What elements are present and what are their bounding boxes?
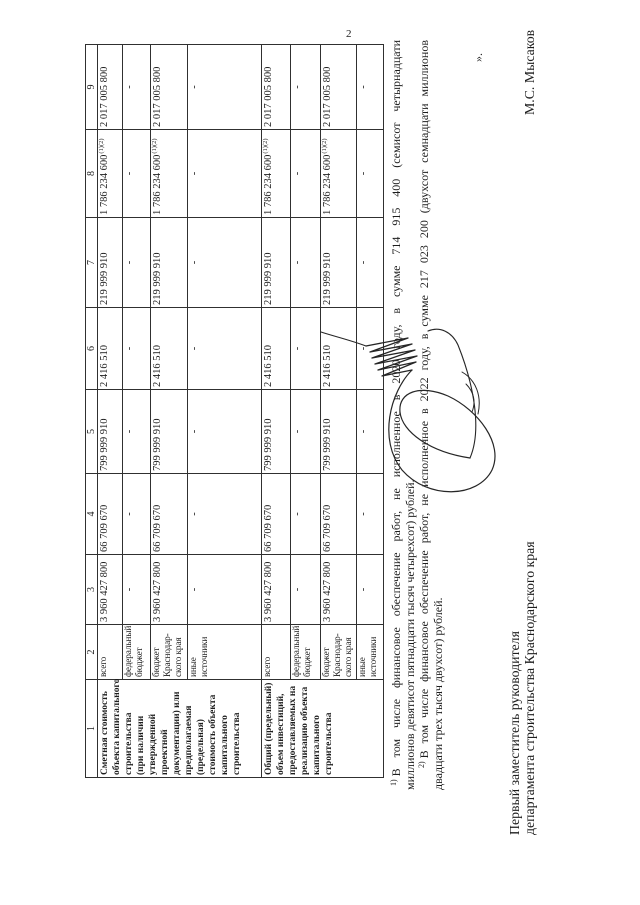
column-number-5: 5 bbox=[86, 390, 98, 474]
column-number-7: 7 bbox=[86, 218, 98, 308]
column-number-1: 1 bbox=[86, 680, 98, 778]
empty-value-dash: - bbox=[291, 390, 321, 474]
footnote-1-marker: 1) bbox=[389, 779, 398, 786]
column-number-9: 9 bbox=[86, 45, 98, 130]
amount-cell: 2 416 510 bbox=[151, 308, 188, 390]
amount-cell bbox=[98, 130, 123, 218]
empty-value-dash: - bbox=[291, 555, 321, 625]
empty-value-dash: - bbox=[357, 474, 384, 555]
footnote-2-line bbox=[417, 40, 431, 790]
amount-value: 1 786 234 600 bbox=[322, 154, 333, 215]
empty-value-dash: - bbox=[357, 390, 384, 474]
amount-cell: 219 999 910 bbox=[262, 218, 291, 308]
empty-value-dash: - bbox=[291, 308, 321, 390]
funding-source-label: иные источники bbox=[188, 625, 262, 680]
amount-cell: 2 017 005 800 bbox=[262, 45, 291, 130]
signatory-name: М.С. Мысаков bbox=[522, 29, 537, 115]
closing-quote: ». bbox=[471, 53, 485, 62]
table-row bbox=[123, 45, 151, 778]
amount-cell: 2 416 510 bbox=[98, 308, 123, 390]
funding-source-label: бюджет Краснодар- ского края bbox=[151, 625, 188, 680]
footnote-reference: (1)(2) bbox=[98, 138, 105, 154]
page-number: 2 bbox=[346, 28, 352, 40]
empty-value-dash: - bbox=[291, 474, 321, 555]
column-number-row bbox=[86, 45, 98, 778]
empty-value-dash: - bbox=[123, 45, 151, 130]
amount-cell: 3 960 427 800 bbox=[262, 555, 291, 625]
amount-cell: 799 999 910 bbox=[151, 390, 188, 474]
empty-value-dash: - bbox=[123, 218, 151, 308]
table-row bbox=[291, 45, 321, 778]
amount-cell: 3 960 427 800 bbox=[98, 555, 123, 625]
amount-cell: 3 960 427 800 bbox=[151, 555, 188, 625]
funding-source-label: федеральный бюджет bbox=[291, 625, 321, 680]
table-row bbox=[262, 45, 291, 778]
funding-source-label: всего bbox=[262, 625, 291, 680]
empty-value-dash: - bbox=[188, 45, 262, 130]
amount-value: 1 786 234 600 bbox=[263, 154, 274, 215]
amount-cell: 219 999 910 bbox=[151, 218, 188, 308]
column-number-4: 4 bbox=[86, 474, 98, 555]
signatory-title-line-1: Первый заместитель руководителя bbox=[507, 631, 522, 835]
funding-source-label: бюджет Краснодар- ского края bbox=[321, 625, 357, 680]
amount-cell: 2 416 510 bbox=[321, 308, 357, 390]
amount-cell: 219 999 910 bbox=[321, 218, 357, 308]
empty-value-dash: - bbox=[188, 390, 262, 474]
funding-source-label: федеральный бюджет bbox=[123, 625, 151, 680]
empty-value-dash: - bbox=[291, 130, 321, 218]
empty-value-dash: - bbox=[188, 555, 262, 625]
funding-source-label: всего bbox=[98, 625, 123, 680]
table-row bbox=[98, 45, 123, 778]
amount-cell bbox=[321, 130, 357, 218]
empty-value-dash: - bbox=[291, 45, 321, 130]
footnote-2-continuation bbox=[431, 40, 445, 790]
amount-cell: 799 999 910 bbox=[321, 390, 357, 474]
row-group-label: Общий (предельный) объем инвестиций, предоставляемых на реализацию объекта капитального строительства bbox=[262, 680, 384, 778]
empty-value-dash: - bbox=[188, 474, 262, 555]
empty-value-dash: - bbox=[123, 555, 151, 625]
empty-value-dash: - bbox=[357, 555, 384, 625]
empty-value-dash: - bbox=[123, 308, 151, 390]
table-row bbox=[151, 45, 188, 778]
amount-cell bbox=[151, 130, 188, 218]
empty-value-dash: - bbox=[123, 474, 151, 555]
empty-value-dash: - bbox=[188, 130, 262, 218]
amount-cell: 66 709 670 bbox=[98, 474, 123, 555]
footnote-2-marker: 2) bbox=[417, 761, 426, 768]
empty-value-dash: - bbox=[357, 130, 384, 218]
signatory-position bbox=[507, 541, 537, 835]
column-number-8: 8 bbox=[86, 130, 98, 218]
empty-value-dash: - bbox=[123, 390, 151, 474]
footnote-2-text-continued: двадцати трех тысяч двухсот) рублей. bbox=[431, 597, 445, 790]
empty-value-dash: - bbox=[291, 218, 321, 308]
footnotes bbox=[389, 40, 445, 790]
footnote-1-line bbox=[389, 40, 403, 790]
amount-cell: 2 017 005 800 bbox=[98, 45, 123, 130]
table-row bbox=[188, 45, 262, 778]
column-number-6: 6 bbox=[86, 308, 98, 390]
amount-cell: 66 709 670 bbox=[151, 474, 188, 555]
footnote-reference: (1)(2) bbox=[321, 138, 328, 154]
amount-cell: 66 709 670 bbox=[321, 474, 357, 555]
row-group-label: Сметная стоимость объекта капитального строительства (при наличии утвержденной проектной документации) или предполагаемая (предельная) стоимость объекта капитального строительства bbox=[98, 680, 262, 778]
empty-value-dash: - bbox=[357, 308, 384, 390]
amount-cell: 2 416 510 bbox=[262, 308, 291, 390]
amount-cell: 219 999 910 bbox=[98, 218, 123, 308]
amount-value: 1 786 234 600 bbox=[152, 154, 163, 215]
empty-value-dash: - bbox=[357, 45, 384, 130]
amount-value: 1 786 234 600 bbox=[99, 154, 110, 215]
amount-cell: 2 017 005 800 bbox=[321, 45, 357, 130]
footnote-reference: (1)(2) bbox=[151, 138, 158, 154]
budget-table bbox=[85, 44, 384, 778]
amount-cell: 2 017 005 800 bbox=[151, 45, 188, 130]
empty-value-dash: - bbox=[188, 218, 262, 308]
signatory-title-line-2: департамента строительства Краснодарского края bbox=[522, 541, 537, 835]
footnote-1-text-continued: миллионов девятисот пятнадцати тысяч четырехсот) рублей. bbox=[403, 479, 417, 790]
amount-cell: 799 999 910 bbox=[98, 390, 123, 474]
amount-cell bbox=[262, 130, 291, 218]
budget-table-body bbox=[86, 45, 384, 778]
amount-cell: 3 960 427 800 bbox=[321, 555, 357, 625]
amount-cell: 66 709 670 bbox=[262, 474, 291, 555]
amount-cell: 799 999 910 bbox=[262, 390, 291, 474]
column-number-3: 3 bbox=[86, 555, 98, 625]
footnote-reference: (1)(2) bbox=[262, 138, 269, 154]
column-number-2: 2 bbox=[86, 625, 98, 680]
empty-value-dash: - bbox=[357, 218, 384, 308]
empty-value-dash: - bbox=[123, 130, 151, 218]
table-row bbox=[321, 45, 357, 778]
footnote-1-text: В том числе финансовое обеспечение работ, не исполненное в 2020 году, в сумме 714 915 400 (семисот четырнадцати bbox=[389, 40, 403, 777]
footnote-2-text: В том числе финансовое обеспечение работ, не исполненное в 2022 году, в сумме 217 023 200 (двухсот семнадцати миллионов bbox=[417, 40, 431, 759]
empty-value-dash: - bbox=[188, 308, 262, 390]
table-row bbox=[357, 45, 384, 778]
footnote-1-continuation bbox=[403, 40, 417, 790]
funding-source-label: иные источники bbox=[357, 625, 384, 680]
